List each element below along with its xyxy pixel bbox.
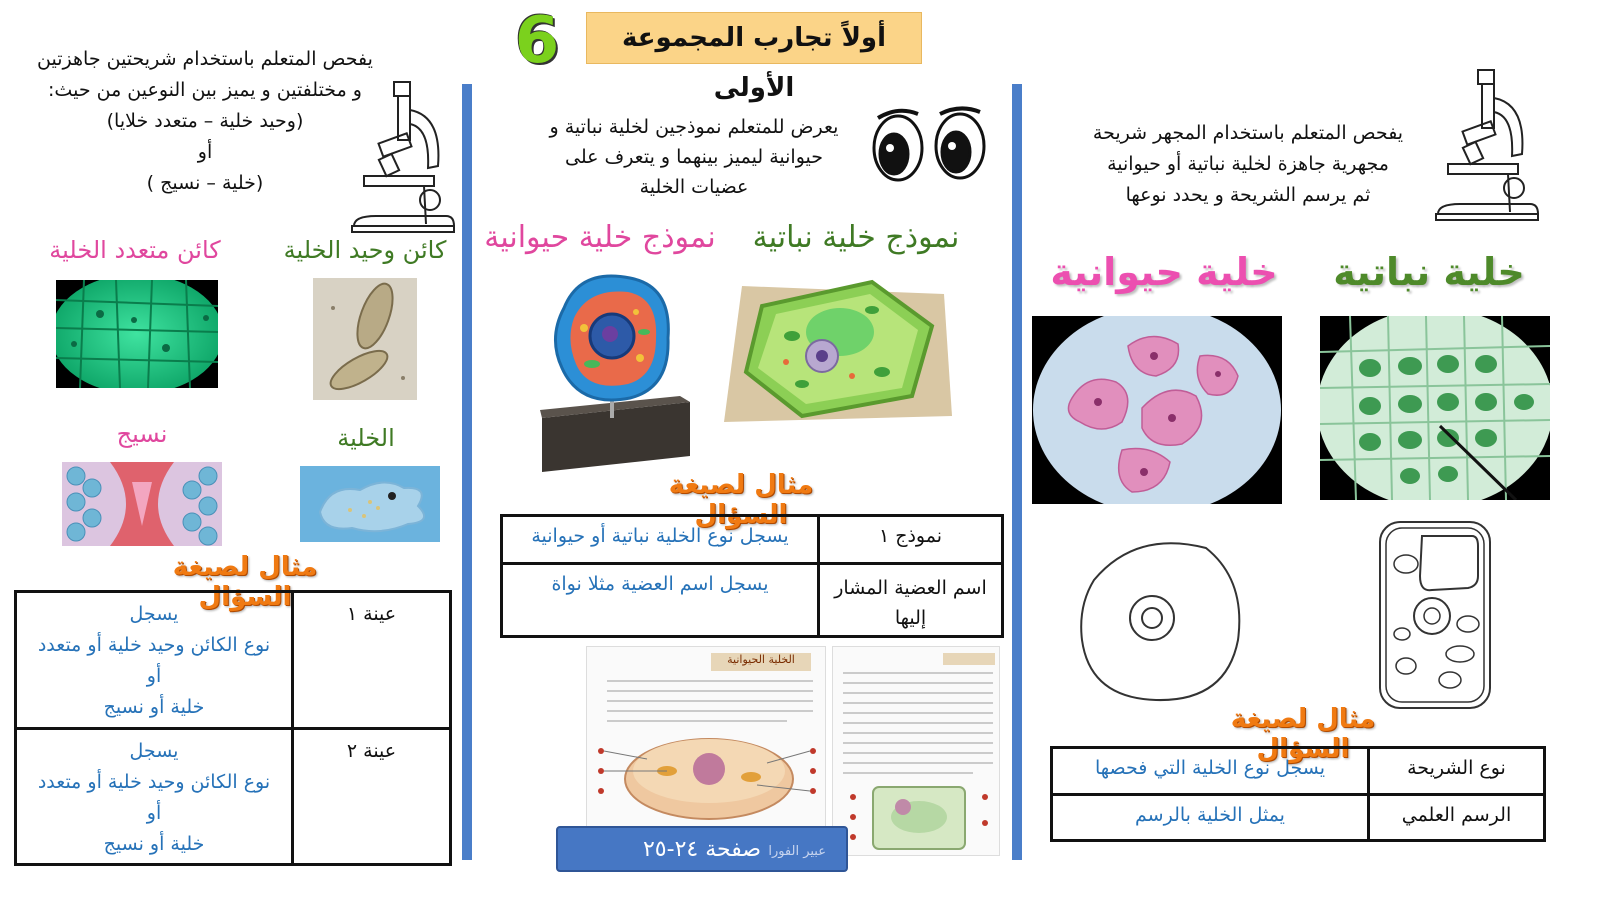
answer-line: يسجل [129, 739, 179, 762]
answer-line: أو [146, 665, 162, 687]
sample-answer [16, 592, 293, 729]
table-row [1052, 794, 1545, 841]
middle-intro [534, 112, 854, 202]
left-intro [20, 44, 390, 199]
label-cell: الخلية [337, 424, 395, 452]
right-question-table [1050, 746, 1546, 842]
textbook-page-plant [832, 646, 1000, 856]
label-unicell: كائن وحيد الخلية [283, 236, 447, 264]
plant-cell-micrograph [1320, 316, 1550, 500]
table-row [16, 592, 451, 729]
microscope-icon [346, 76, 456, 236]
column-divider-left [462, 84, 472, 860]
organelle-label: اسم العضية المشار إليها [819, 564, 1003, 637]
microscope-icon [1430, 64, 1540, 224]
left-intro-line: أو [197, 141, 213, 163]
middle-question-table [500, 514, 1004, 638]
left-intro-line: و مختلفتين و يميز بين النوعين من حيث: [48, 79, 362, 101]
table-row [16, 728, 451, 865]
middle-intro-line: عضيات الخلية [639, 176, 749, 198]
textbook-page-animal [586, 646, 826, 842]
right-intro-line: يفحص المتعلم باستخدام المجهر شريحة [1092, 122, 1404, 144]
sample-label: عينة ١ [293, 592, 451, 729]
right-question-title: مثال لصيغة السؤال [1230, 704, 1376, 764]
label-tissue: نسيج [116, 420, 168, 448]
middle-question-title: مثال لصيغة السؤال [668, 470, 814, 530]
label-plant-model: نموذج خلية نباتية [752, 220, 960, 255]
slide-type-label: نوع الشريحة [1369, 748, 1545, 795]
model-label: نموذج ١ [819, 516, 1003, 564]
answer-line: نوع الكائن وحيد خلية أو متعدد [37, 770, 271, 793]
eyes-icon [868, 100, 990, 188]
unicell-image [313, 278, 417, 400]
left-intro-line: يفحص المتعلم باستخدام شريحتين جاهزتين [37, 48, 373, 70]
animal-cell-micrograph [1032, 316, 1282, 504]
tissue-image [62, 462, 222, 546]
animal-cell-drawing [1076, 530, 1246, 706]
plant-cell-model-image [722, 276, 954, 426]
multicell-image [56, 280, 218, 388]
slide-type-answer: يسجل نوع الخلية التي فحصها [1052, 748, 1369, 795]
watermark-text: عبير الفورا [768, 844, 826, 859]
left-question-title: مثال لصيغة السؤال [172, 552, 318, 612]
organelle-answer: يسجل اسم العضية مثلا نواة [502, 564, 819, 637]
page-reference-text: صفحة ٢٤-٢٥ [642, 837, 762, 862]
label-animal-model: نموذج خلية حيوانية [484, 220, 716, 255]
right-intro [1072, 118, 1424, 211]
model-answer: يسجل نوع الخلية نباتية أو حيوانية [502, 516, 819, 564]
answer-line: أو [146, 801, 162, 824]
left-intro-line: (خلية – نسيج ) [146, 172, 264, 194]
drawing-label: الرسم العلمي [1369, 794, 1545, 841]
table-row [1052, 748, 1545, 795]
answer-line: خلية أو نسيج [103, 832, 205, 855]
middle-intro-line: يعرض للمتعلم نموذجين لخلية نباتية و [549, 116, 839, 138]
drawing-answer: يمثل الخلية بالرسم [1052, 794, 1369, 841]
right-intro-line: ثم يرسم الشريحة و يحدد نوعها [1125, 184, 1371, 206]
left-question-table [14, 590, 452, 866]
sample-answer [16, 728, 293, 865]
cell-image [300, 466, 440, 542]
label-plant-cell: خلية نباتية [1333, 250, 1525, 294]
animal-cell-model-image [540, 268, 690, 472]
label-multicell: كائن متعدد الخلية [49, 236, 221, 264]
answer-line: نوع الكائن وحيد خلية أو متعدد [37, 634, 271, 656]
step-number: 6 [514, 4, 560, 78]
middle-intro-line: حيوانية ليميز بينهما و يتعرف على [565, 146, 823, 168]
answer-line: خلية أو نسيج [103, 696, 205, 718]
textbook-heading: الخلية الحيوانية [711, 653, 811, 671]
page-title: أولاً تجارب المجموعة الأولى [586, 12, 922, 64]
table-row [502, 516, 1003, 564]
table-row [502, 564, 1003, 637]
sample-label: عينة ٢ [293, 728, 451, 865]
left-intro-line: (وحيد خلية – متعدد خلايا) [106, 110, 304, 132]
label-animal-cell: خلية حيوانية [1050, 250, 1278, 294]
answer-line: يسجل [129, 603, 179, 625]
column-divider-right [1012, 84, 1022, 860]
right-intro-line: مجهرية جاهزة لخلية نباتية أو حيوانية [1107, 153, 1389, 175]
plant-cell-drawing [1372, 516, 1496, 716]
page-reference-badge [556, 826, 848, 872]
